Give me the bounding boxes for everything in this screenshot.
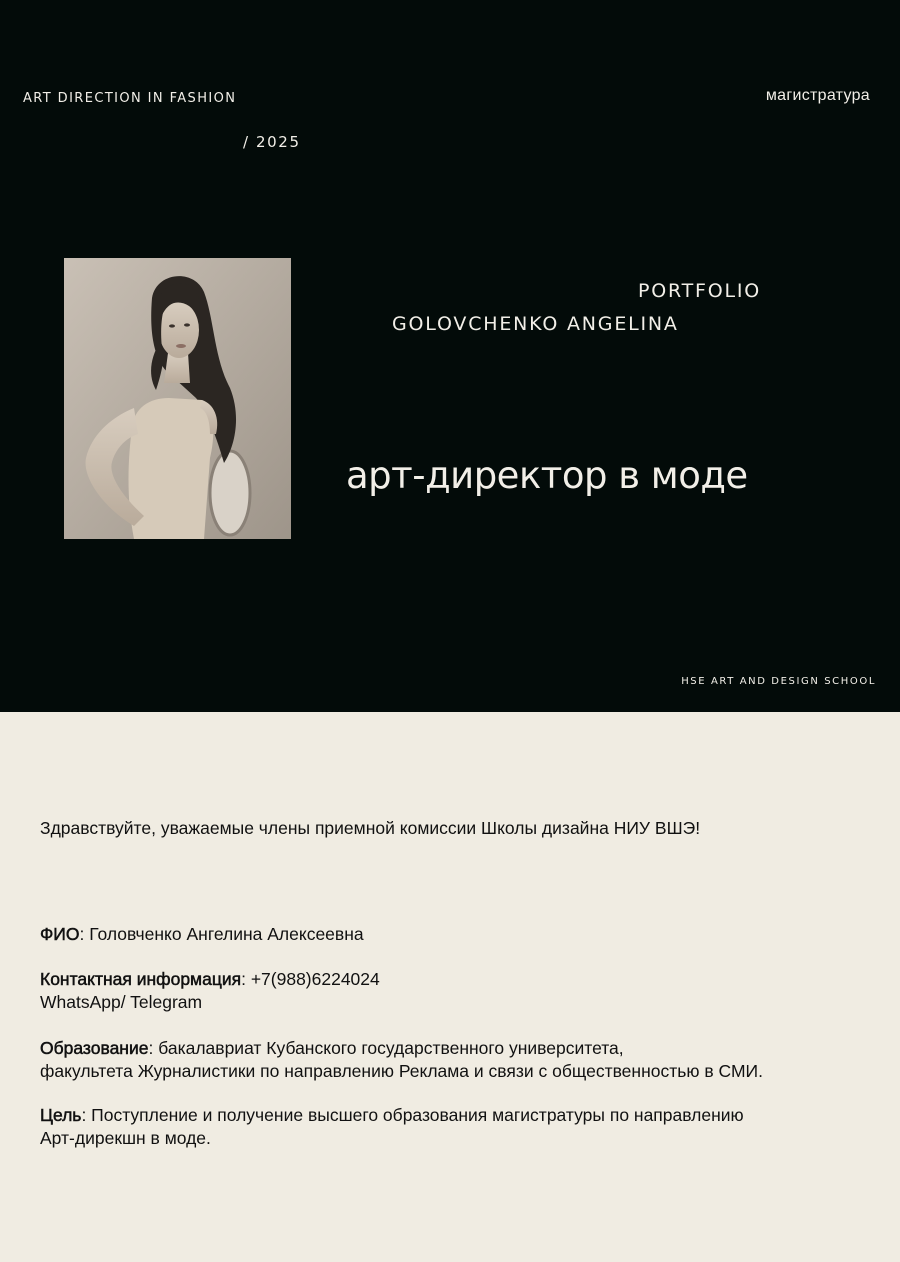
degree-label: магистратура <box>765 87 870 104</box>
contact-label: Контактная информация <box>40 969 242 989</box>
portrait-photo <box>64 258 291 539</box>
author-name: GOLOVCHENKO ANGELINA <box>392 313 679 335</box>
year-label: / 2025 <box>243 133 301 151</box>
contact-value: : +7(988)6224024 <box>241 969 380 989</box>
education-value: : бакалавриат Кубанского государственного университета, <box>148 1038 624 1058</box>
education-line2: факультета Журналистики по направлению Реклама и связи с общественностью в СМИ. <box>40 1061 763 1081</box>
goal-value: : Поступление и получение высшего образования магистратуры по направлению <box>81 1105 744 1125</box>
portfolio-label: PORTFOLIO <box>638 280 762 302</box>
contact-field <box>40 968 380 1014</box>
greeting-text: Здравствуйте, уважаемые члены приемной комиссии Школы дизайна НИУ ВШЭ! <box>40 818 701 838</box>
contact-line2: WhatsApp/ Telegram <box>40 992 203 1012</box>
cover-title: арт-директор в моде <box>346 454 748 497</box>
education-label: Образование <box>40 1038 149 1058</box>
program-label: ART DIRECTION IN FASHION <box>23 91 237 106</box>
goal-label: Цель <box>40 1105 82 1125</box>
goal-field <box>40 1104 744 1150</box>
fio-label: ФИО <box>40 924 80 944</box>
fio-value: : Головченко Ангелина Алексеевна <box>79 924 364 944</box>
education-field <box>40 1037 763 1083</box>
fio-field <box>40 923 364 946</box>
school-label: HSE ART AND DESIGN SCHOOL <box>681 676 876 687</box>
goal-line2: Арт-дирекшн в моде. <box>40 1128 211 1148</box>
